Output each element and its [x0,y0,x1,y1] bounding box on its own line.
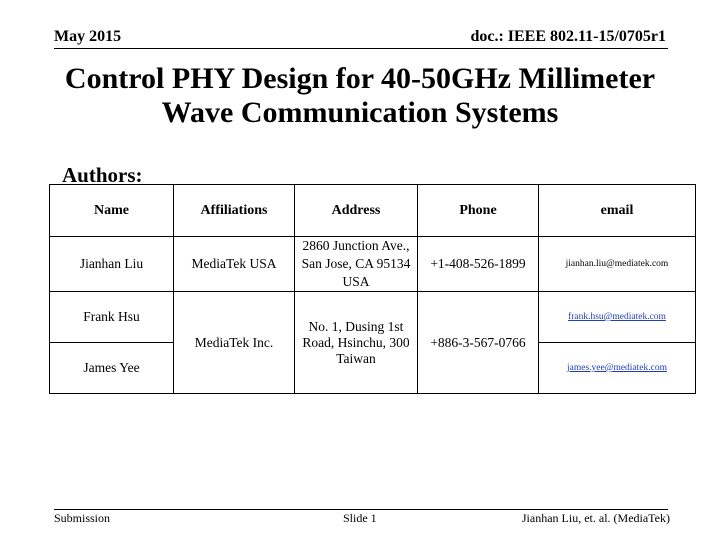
table-row [50,237,696,292]
author-address: 2860 Junction Ave., San Jose, CA 95134 USA [295,237,418,292]
header-doc-id: doc.: IEEE 802.11-15/0705r1 [470,28,666,45]
header-divider [54,48,668,49]
author-affiliation: MediaTek Inc. [174,292,295,394]
authors-label: Authors: [62,163,143,187]
footer-submission: Submission [54,511,111,525]
footer-authors: Jianhan Liu, et. al. (MediaTek) [521,511,670,525]
author-email: jianhan.liu@mediatek.com [539,237,696,292]
author-phone: +886-3-567-0766 [418,292,539,394]
header-phone: Phone [418,185,539,237]
footer-slide-number: Slide 1 [343,511,377,525]
author-email-link[interactable]: frank.hsu@mediatek.com [568,312,666,322]
footer-divider [54,509,668,510]
author-email [539,343,696,394]
header-date: May 2015 [54,28,122,45]
authors-table [49,184,696,394]
author-phone: +1-408-526-1899 [418,237,539,292]
slide-title-line2: Wave Communication Systems [161,96,559,129]
author-affiliation: MediaTek USA [174,237,295,292]
author-name: Frank Hsu [50,292,174,343]
table-header-row [50,185,696,237]
author-email-link[interactable]: james.yee@mediatek.com [566,363,667,373]
header-name: Name [50,185,174,237]
header-affiliations: Affiliations [174,185,295,237]
author-name: Jianhan Liu [50,237,174,292]
author-address: No. 1, Dusing 1st Road, Hsinchu, 300 Taiwan [295,292,418,394]
author-email [539,292,696,343]
slide-title-line1: Control PHY Design for 40-50GHz Millimeter [64,62,656,95]
table-row [50,292,696,343]
slide-title [40,62,680,130]
header-email: email [539,185,696,237]
author-name: James Yee [50,343,174,394]
header-address: Address [295,185,418,237]
